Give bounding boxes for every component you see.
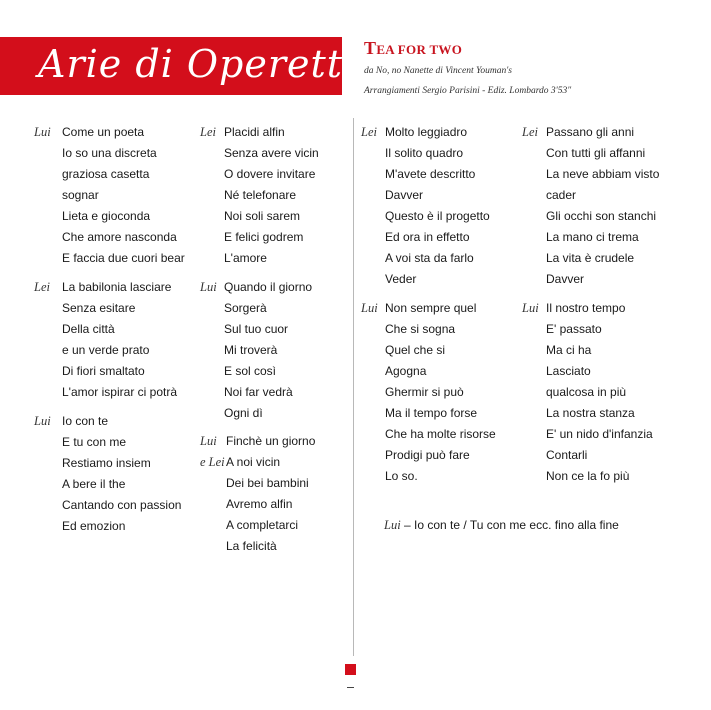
lyric-line: La nostra stanza [546, 406, 635, 420]
lyric-line: E faccia due cuori bear [62, 251, 185, 265]
lyric-line: Senza avere vicin [224, 146, 319, 160]
lyric-line: Ed ora in effetto [385, 230, 470, 244]
lyric-line: Cantando con passion [62, 498, 182, 512]
lyric-line: Dei bei bambini [226, 476, 309, 490]
lyric-line: Ma ci ha [546, 343, 592, 357]
song-title-rest: EA FOR TWO [376, 42, 463, 57]
lyric-line: Contarli [546, 448, 588, 462]
verse-speaker: Lui [34, 414, 51, 428]
lyric-line: Ma il tempo forse [385, 406, 478, 420]
lyric-line: Prodigi può fare [385, 448, 470, 462]
verse-speaker: Lei [34, 280, 50, 294]
lyric-line: Non ce la fo più [546, 469, 630, 483]
lyric-line: Davver [385, 188, 424, 202]
lyric-line: Restiamo insiem [62, 456, 151, 470]
verse-block [200, 277, 312, 424]
verse-lines [200, 431, 315, 452]
lyric-line: Ed emozion [62, 519, 126, 533]
closing-speaker: Lui [384, 518, 401, 532]
closing-text: – Io con te / Tu con me ecc. fino alla fine [400, 518, 619, 532]
lyric-line: Agogna [385, 364, 427, 378]
lyric-line: Ghermir si può [385, 385, 464, 399]
verse-speaker: Lei [200, 125, 216, 139]
lyric-line: La mano ci trema [546, 230, 639, 244]
verse-block [200, 431, 315, 452]
lyric-line: Lasciato [546, 364, 591, 378]
lyric-line: La babilonia lasciare [62, 280, 172, 294]
lyric-line: E sol così [224, 364, 277, 378]
verse-speaker: Lui [200, 280, 217, 294]
lyric-line: E' passato [546, 322, 602, 336]
verse-speaker: Lui [200, 434, 217, 448]
lyric-line: E tu con me [62, 435, 127, 449]
lyric-line: Che amore nasconda [62, 230, 177, 244]
lyric-line: Il nostro tempo [546, 301, 626, 315]
lyric-line: Questo è il progetto [385, 209, 490, 223]
song-title [364, 38, 462, 59]
lyric-line: Placidi alfin [224, 125, 285, 139]
verse-speaker: Lei [522, 125, 538, 139]
lyric-line: Della città [62, 322, 115, 336]
verse-speaker: Lui [522, 301, 539, 315]
closing-note [384, 518, 619, 533]
verse-speaker: Lei [361, 125, 377, 139]
page-marker-tick [347, 687, 354, 688]
lyric-line: L'amor ispirar ci potrà [62, 385, 177, 399]
lyric-line: Lieta e gioconda [62, 209, 151, 223]
lyric-line: Senza esitare [62, 301, 136, 315]
lyric-line: A voi sta da farlo [385, 251, 474, 265]
lyric-line: Avremo alfin [226, 497, 293, 511]
lyric-line: Quando il giorno [224, 280, 313, 294]
lyric-line: Non sempre quel [385, 301, 477, 315]
lyric-line: Mi troverà [224, 343, 278, 357]
lyric-line: L'amore [224, 251, 267, 265]
lyric-line: A noi vicin [226, 455, 281, 469]
lyric-line: A bere il the [62, 477, 126, 491]
verse-speaker: Lui [34, 125, 51, 139]
verse-speaker: Lui [361, 301, 378, 315]
song-source: da No, no Nanette di Vincent Youman's [364, 66, 512, 76]
lyric-line: Veder [385, 272, 417, 286]
lyric-line: Di fiori smaltato [62, 364, 145, 378]
lyric-line: Né telefonare [224, 188, 297, 202]
lyric-line: Io con te [62, 414, 109, 428]
verse-block [34, 411, 181, 537]
verse-lines [522, 122, 659, 290]
verse-lines [361, 298, 496, 487]
verse-lines [522, 298, 653, 487]
lyric-line: La neve abbiam visto [546, 167, 660, 181]
lyric-line: Sorgerà [224, 301, 267, 315]
lyric-line: graziosa casetta [62, 167, 150, 181]
song-credits: Arrangiamenti Sergio Parisini - Ediz. Lombardo 3'53" [364, 86, 572, 96]
verse-block [361, 298, 496, 487]
column-divider [353, 118, 354, 656]
lyric-line: e un verde prato [62, 343, 150, 357]
lyric-line: Noi soli sarem [224, 209, 301, 223]
page-title: Arie di Operetta [38, 42, 367, 86]
lyric-line: O dovere invitare [224, 167, 316, 181]
lyric-line: La felicità [226, 539, 277, 553]
lyric-line: Passano gli anni [546, 125, 635, 139]
verse-speaker: e Lei [200, 455, 225, 469]
lyric-line: Davver [546, 272, 585, 286]
verse-block [522, 298, 653, 487]
lyric-line: Il solito quadro [385, 146, 464, 160]
lyric-line: Lo so. [385, 469, 418, 483]
lyric-line: Che ha molte risorse [385, 427, 496, 441]
verse-lines [200, 277, 312, 424]
lyric-line: cader [546, 188, 577, 202]
lyric-line: Con tutti gli affanni [546, 146, 646, 160]
lyric-line: E' un nido d'infanzia [546, 427, 653, 441]
lyric-line: sognar [62, 188, 99, 202]
lyric-line: Io so una discreta [62, 146, 157, 160]
verse-lines [34, 122, 185, 269]
lyric-line: qualcosa in più [546, 385, 627, 399]
lyric-line: E felici godrem [224, 230, 304, 244]
lyric-line: Come un poeta [62, 125, 145, 139]
lyric-line: La vita è crudele [546, 251, 635, 265]
lyric-line: Quel che si [385, 343, 446, 357]
lyric-line: A completarci [226, 518, 299, 532]
lyric-line: M'avete descritto [385, 167, 476, 181]
lyric-line: Che si sogna [385, 322, 456, 336]
verse-block [522, 122, 659, 290]
verse-block [361, 122, 490, 290]
verse-block [34, 122, 185, 269]
verse-block [200, 452, 309, 557]
lyric-line: Noi far vedrà [224, 385, 293, 399]
verse-lines [34, 277, 177, 403]
verse-block [34, 277, 177, 403]
verse-block [200, 122, 319, 269]
lyric-line: Sul tuo cuor [224, 322, 289, 336]
verse-lines [200, 122, 319, 269]
song-title-initial: T [364, 38, 377, 58]
lyric-line: Finchè un giorno [226, 434, 316, 448]
lyric-line: Molto leggiadro [385, 125, 468, 139]
verse-lines [361, 122, 490, 290]
lyric-line: Gli occhi son stanchi [546, 209, 657, 223]
lyric-line: Ogni dì [224, 406, 263, 420]
page-marker [345, 664, 356, 675]
verse-lines [34, 411, 181, 537]
